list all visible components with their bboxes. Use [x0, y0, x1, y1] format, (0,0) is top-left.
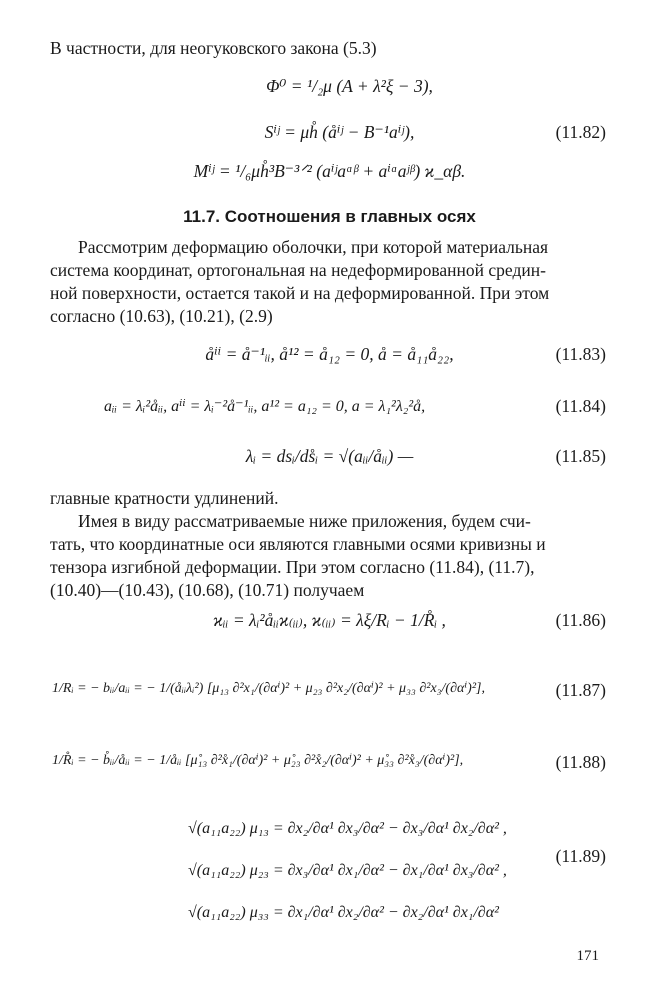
paragraph-2-line-3: тензора изгибной деформации. При этом согласно (11.84), (11.7), — [50, 557, 535, 577]
equation-11-88: 1/R̊ᵢ = − b̊ᵢᵢ/åᵢᵢ = − 1/åᵢᵢ [μ̊₁₃ ∂²x̊₁/(∂αⁱ)² + μ̊₂₃ ∂²x̊₂/(∂αⁱ)² + μ̊₃₃ ∂²x̊₃/(∂αⁱ)²], — [52, 753, 464, 768]
equation-number-11-82: (11.82) — [555, 122, 606, 142]
equation-number-11-89: (11.89) — [555, 846, 606, 866]
equation-number-11-83: (11.83) — [555, 344, 606, 364]
paragraph-1-line-2: система координат, ортогональная на недеформированной средин- — [50, 260, 546, 280]
equation-number-11-86: (11.86) — [555, 610, 606, 630]
section-heading: 11.7. Соотношения в главных осях — [183, 207, 476, 226]
equation-moment: Mⁱʲ = ¹/₆μh̊³B⁻³ᐟ² (aⁱʲaᵅᵝ + aⁱᵅaʲᵝ) ϰ_αβ. — [193, 161, 466, 181]
equation-11-87: 1/Rᵢ = − bᵢᵢ/aᵢᵢ = − 1/(åᵢᵢλᵢ²) [μ₁₃ ∂²x₁/(∂αⁱ)² + μ₂₃ ∂²x₂/(∂αⁱ)² + μ₃₃ ∂²x₃/(∂αⁱ)²], — [52, 681, 485, 696]
paragraph-1-line-1: Рассмотрим деформацию оболочки, при которой материальная — [78, 237, 549, 257]
equation-11-86: ϰᵢᵢ = λᵢ²åᵢᵢϰ₍ᵢᵢ₎, ϰ₍ᵢᵢ₎ = λξ/Rᵢ − 1/R̊ᵢ , — [213, 610, 446, 630]
paragraph-2-line-4: (10.40)—(10.43), (10.68), (10.71) получаем — [50, 580, 365, 600]
equation-stress: Sⁱʲ = μh̊ (åⁱʲ − B⁻¹aⁱʲ), — [264, 122, 415, 142]
equation-11-83: åⁱⁱ = å⁻¹ᵢᵢ, å¹² = å₁₂ = 0, å = å₁₁å₂₂, — [205, 344, 454, 364]
paragraph-2-line-2: тать, что координатные оси являются главными осями кривизны и — [50, 534, 546, 554]
equation-number-11-88: (11.88) — [555, 752, 606, 772]
equation-11-89-row-2: √(a₁₁a₂₂) μ₂₃ = ∂x₃/∂α¹ ∂x₁/∂α² − ∂x₁/∂α¹ ∂x₃/∂α² , — [188, 862, 507, 879]
paragraph-2-line-1: Имея в виду рассматриваемые ниже приложения, будем счи- — [78, 511, 531, 531]
equation-11-89-row-3: √(a₁₁a₂₂) μ₃₃ = ∂x₁/∂α¹ ∂x₂/∂α² − ∂x₂/∂α¹ ∂x₁/∂α² — [188, 904, 499, 921]
equation-number-11-87: (11.87) — [555, 680, 606, 700]
intro-line: В частности, для неогуковского закона (5.3) — [50, 38, 377, 58]
equation-number-11-85: (11.85) — [555, 446, 606, 466]
equation-11-84: aᵢᵢ = λᵢ²åᵢᵢ, aⁱⁱ = λᵢ⁻²å⁻¹ᵢᵢ, a¹² = a₁₂ = 0, a = λ₁²λ₂²å, — [104, 398, 426, 415]
paragraph-1-line-4: согласно (10.63), (10.21), (2.9) — [50, 306, 273, 326]
after-equation-text: главные кратности удлинений. — [50, 488, 279, 508]
paragraph-1-line-3: ной поверхности, остается такой и на деформированной. При этом — [50, 283, 550, 303]
equation-phi: Φ⁰ = ¹/₂μ (A + λ²ξ − 3), — [266, 76, 433, 96]
equation-11-89-row-1: √(a₁₁a₂₂) μ₁₃ = ∂x₂/∂α¹ ∂x₃/∂α² − ∂x₃/∂α¹ ∂x₂/∂α² , — [188, 820, 507, 837]
page-number: 171 — [576, 948, 599, 964]
equation-11-85: λᵢ = dsᵢ/ds̊ᵢ = √(aᵢᵢ/åᵢᵢ) — — [245, 446, 414, 466]
equation-number-11-84: (11.84) — [555, 396, 606, 416]
